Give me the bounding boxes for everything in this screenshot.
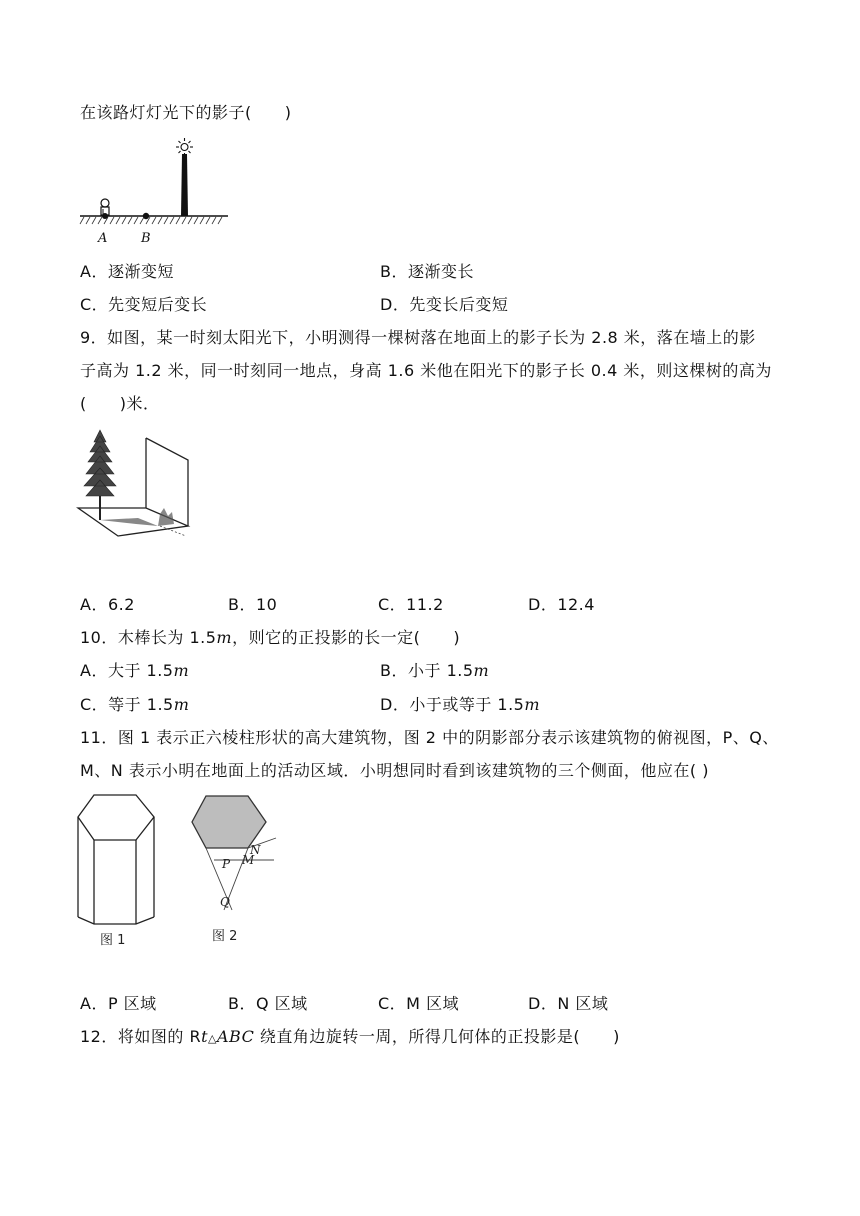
person-icon: [101, 199, 109, 215]
region-n-label: N: [250, 843, 261, 857]
q11-option-c[interactable]: C．M 区域: [378, 994, 460, 1013]
q9-tree-wall-figure: [76, 428, 196, 540]
q11-stem-line-2: M、N 表示小明在地面上的活动区域．小明想同时看到该建筑物的三个侧面，他应在( ): [80, 761, 709, 780]
q10-stem-unit: m: [216, 628, 233, 647]
figure-2-caption: 图 2: [212, 929, 238, 944]
tree-icon: [84, 430, 116, 520]
q10-option-d[interactable]: [380, 695, 540, 715]
q10-option-c-text: C．等于 1.5: [80, 695, 174, 714]
q10-stem: [80, 628, 460, 648]
q11-stem-line-1: 11．图 1 表示正六棱柱形状的高大建筑物，图 2 中的阴影部分表示该建筑物的俯视图，P、Q、: [80, 728, 779, 747]
lamp-icon: [176, 138, 193, 156]
q11-option-b[interactable]: B．Q 区域: [228, 994, 308, 1013]
q9-option-b[interactable]: B．10: [228, 595, 278, 614]
q10-option-c[interactable]: [80, 695, 189, 715]
q12-stem-triangle: △: [208, 1032, 217, 1045]
region-p-label: P: [222, 857, 231, 871]
q12-stem-post: 绕直角边旋转一周，所得几何体的正投影是( ): [254, 1027, 620, 1046]
q11-option-d[interactable]: D．N 区域: [528, 994, 609, 1013]
q8-option-a[interactable]: A．逐渐变短: [80, 262, 174, 281]
q9-stem-line-3: ( )米．: [80, 394, 160, 413]
q8-option-d[interactable]: D．先变长后变短: [380, 295, 509, 314]
q10-option-d-text: D．小于或等于 1.5: [380, 695, 525, 714]
q11-figure-1-prism: [74, 792, 164, 952]
q8-streetlight-figure: [78, 136, 238, 248]
q11-option-a[interactable]: A．P 区域: [80, 994, 157, 1013]
q9-stem-line-1: 9．如图，某一时刻太阳光下，小明测得一棵树落在地面上的影子长为 2.8 米，落在墙上的影: [80, 328, 756, 347]
region-m-label: M: [242, 853, 255, 867]
region-q-label: Q: [220, 895, 230, 909]
figure-1-caption: 图 1: [100, 933, 126, 948]
q12-stem-abc: ABC: [216, 1027, 255, 1046]
q12-stem-pre: 12．将如图的 R: [80, 1027, 202, 1046]
q10-option-a-unit: m: [173, 661, 190, 680]
q9-option-d[interactable]: D．12.4: [528, 595, 595, 614]
q10-option-a[interactable]: [80, 661, 189, 681]
q10-stem-pre: 10．木棒长为 1.5: [80, 628, 217, 647]
q8-option-c[interactable]: C．先变短后变长: [80, 295, 208, 314]
q10-option-b-unit: m: [473, 661, 490, 680]
q12-stem-t: t: [201, 1027, 209, 1046]
q10-option-c-unit: m: [173, 695, 190, 714]
q8-stem-tail: 在该路灯灯光下的影子( ): [80, 103, 292, 122]
point-b-label: B: [141, 231, 151, 246]
q10-option-a-text: A．大于 1.5: [80, 661, 174, 680]
q9-option-a[interactable]: A．6.2: [80, 595, 135, 614]
q9-option-c[interactable]: C．11.2: [378, 595, 444, 614]
q8-option-b[interactable]: B．逐渐变长: [380, 262, 474, 281]
q10-option-b[interactable]: [380, 661, 489, 681]
q10-stem-post: ，则它的正投影的长一定( ): [232, 628, 461, 647]
q10-option-b-text: B．小于 1.5: [380, 661, 474, 680]
q11-figure-2-top-view: [184, 792, 284, 952]
point-a-label: A: [98, 231, 108, 246]
q12-stem: [80, 1027, 620, 1049]
q9-stem-line-2: 子高为 1.2 米，同一时刻同一地点，身高 1.6 米他在阳光下的影子长 0.4 米，则这棵树的高为: [80, 361, 772, 380]
q10-option-d-unit: m: [524, 695, 541, 714]
